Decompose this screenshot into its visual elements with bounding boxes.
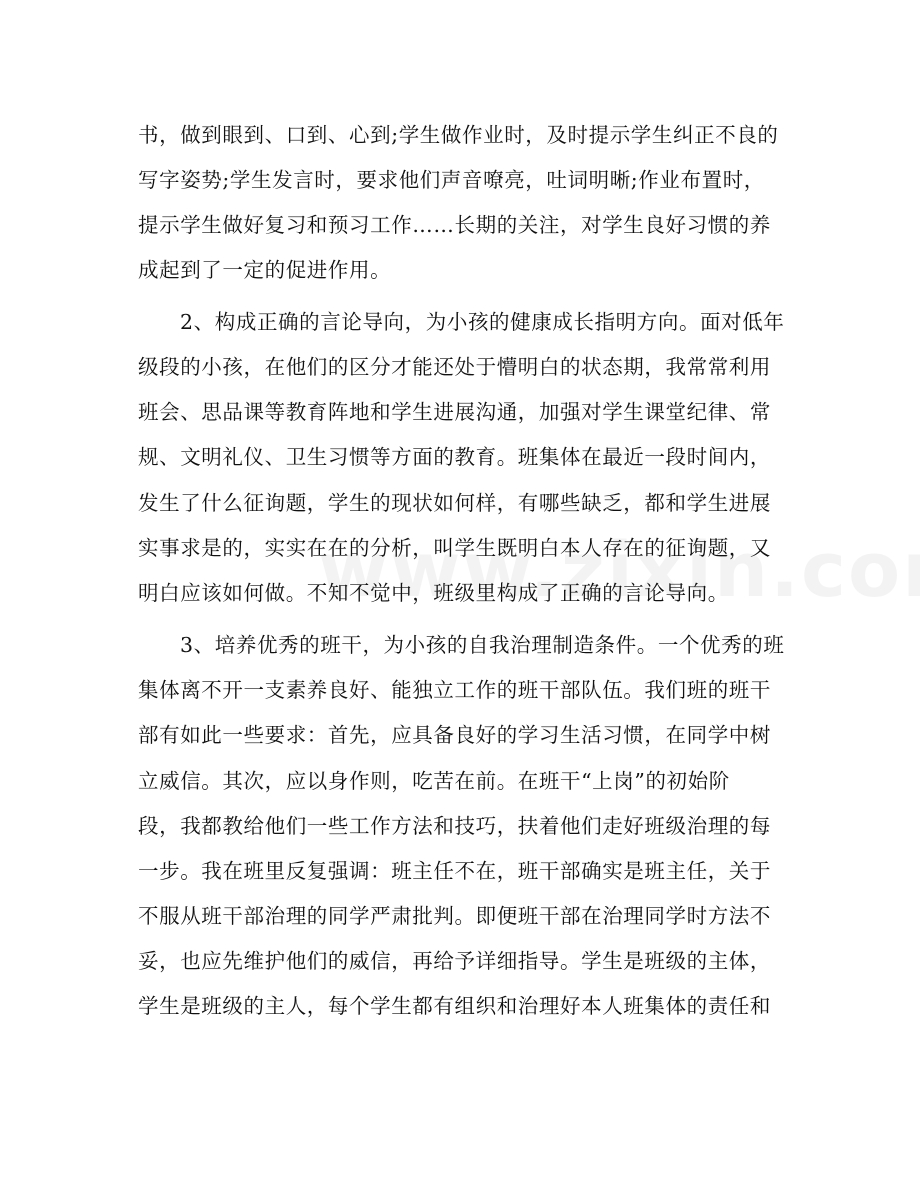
- text-line: 立威信。其次，应以身作则，吃苦在前。在班干“上岗”的初始阶: [138, 769, 730, 793]
- text-line: 段，我都教给他们一些工作方法和技巧，扶着他们走好班级治理的每: [138, 814, 771, 838]
- text-line: 部有如此一些要求：首先，应具备良好的学习生活习惯，在同学中树: [138, 723, 771, 747]
- text-line: 学生是班级的主人，每个学生都有组织和治理好本人班集体的责任和: [138, 994, 771, 1018]
- text-line: 成起到了一定的促进作用。: [138, 258, 392, 282]
- paragraph-first-line: 2、构成正确的言论导向，为小孩的健康成长指明方向。面对低年: [180, 310, 785, 334]
- text-line: 书，做到眼到、口到、心到;学生做作业时，及时提示学生纠正不良的: [138, 123, 779, 147]
- text-line: 规、文明礼仪、卫生习惯等方面的教育。班集体在最近一段时间内，: [138, 445, 771, 469]
- text-line: 一步。我在班里反复强调：班主任不在，班干部确实是班主任，关于: [138, 859, 771, 883]
- text-line: 级段的小孩，在他们的区分才能还处于懵明白的状态期，我常常利用: [138, 355, 771, 379]
- text-line: 提示学生做好复习和预习工作……长期的关注，对学生良好习惯的养: [138, 213, 771, 237]
- text-line: 写字姿势;学生发言时，要求他们声音嘹亮，吐词明晰;作业布置时，: [138, 168, 765, 192]
- text-line: 班会、思品课等教育阵地和学生进展沟通，加强对学生课堂纪律、常: [138, 400, 771, 424]
- text-line: 集体离不开一支素养良好、能独立工作的班干部队伍。我们班的班干: [138, 678, 771, 702]
- text-line: 明白应该如何做。不知不觉中，班级里构成了正确的言论导向。: [138, 581, 729, 605]
- text-line: 发生了什么征询题，学生的现状如何样，有哪些缺乏，都和学生进展: [138, 491, 771, 515]
- paragraph-first-line: 3、培养优秀的班干，为小孩的自我治理制造条件。一个优秀的班: [180, 633, 785, 657]
- text-line: 实事求是的，实实在在的分析，叫学生既明白本人存在的征询题，又: [138, 536, 771, 560]
- text-line: 妥，也应先维护他们的威信，再给予详细指导。学生是班级的主体，: [138, 949, 771, 973]
- text-line: 不服从班干部治理的同学严肃批判。即便班干部在治理同学时方法不: [138, 904, 771, 928]
